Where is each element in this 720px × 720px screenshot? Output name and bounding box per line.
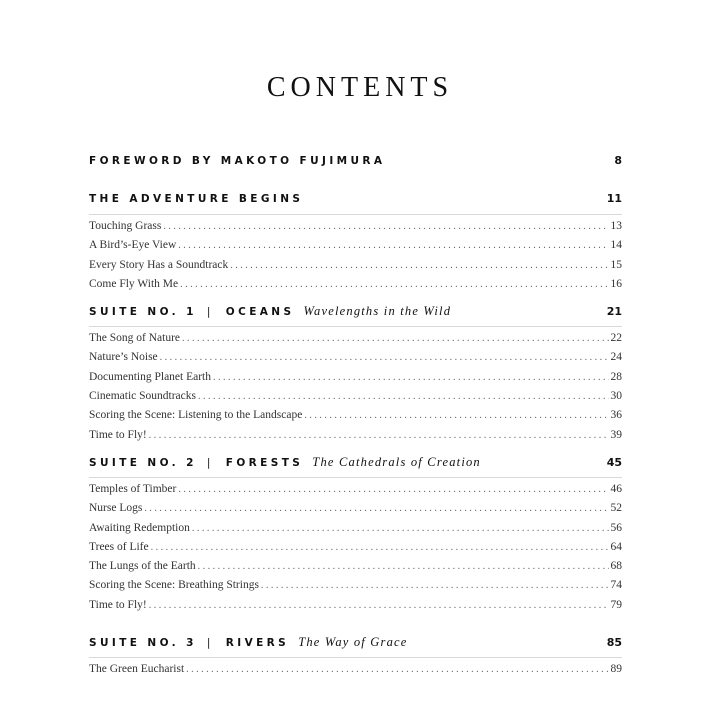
section-heading-adventure[interactable] bbox=[89, 188, 622, 210]
page-title: CONTENTS bbox=[266, 72, 454, 103]
toc-entry[interactable] bbox=[89, 387, 622, 406]
suite-topic: RIVERS bbox=[225, 637, 290, 650]
dot-leader bbox=[160, 348, 609, 367]
entry-title: Time to Fly! bbox=[89, 428, 147, 441]
section-page: 21 bbox=[606, 305, 622, 319]
toc-entry[interactable] bbox=[89, 406, 622, 425]
entry-page: 56 bbox=[610, 521, 622, 534]
entry-title: The Green Eucharist bbox=[89, 663, 185, 676]
toc-entry[interactable] bbox=[89, 236, 622, 255]
entry-title: Temples of Timber bbox=[89, 482, 177, 495]
entry-page: 24 bbox=[610, 351, 622, 364]
entry-title: Every Story Has a Soundtrack bbox=[89, 258, 229, 271]
suite-label: SUITE NO. 3 bbox=[89, 637, 197, 650]
toc-entry[interactable] bbox=[89, 660, 622, 679]
entry-page: 28 bbox=[610, 370, 622, 383]
dot-leader bbox=[230, 256, 608, 275]
dot-leader bbox=[163, 217, 608, 236]
dot-leader bbox=[192, 519, 609, 538]
toc-entry[interactable] bbox=[89, 426, 622, 445]
suite-subtitle: The Cathedrals of Creation bbox=[312, 454, 481, 469]
entry-title: A Bird’s-Eye View bbox=[89, 239, 177, 252]
foreword-title: FOREWORD BY MAKOTO FUJIMURA bbox=[89, 155, 386, 167]
entry-title: Scoring the Scene: Breathing Strings bbox=[89, 579, 259, 592]
entry-page: 22 bbox=[610, 332, 622, 345]
dot-leader bbox=[178, 236, 608, 255]
foreword-heading[interactable] bbox=[89, 150, 622, 172]
toc-entry[interactable] bbox=[89, 576, 622, 595]
dot-leader bbox=[180, 275, 608, 294]
table-of-contents bbox=[89, 150, 622, 679]
entry-title: Awaiting Redemption bbox=[89, 521, 190, 534]
dot-leader bbox=[198, 557, 609, 576]
dot-leader bbox=[304, 406, 608, 425]
dot-leader bbox=[186, 660, 608, 679]
entry-title: Documenting Planet Earth bbox=[89, 370, 211, 383]
entry-title: Come Fly With Me bbox=[89, 277, 179, 290]
entry-title: Cinematic Soundtracks bbox=[89, 390, 196, 403]
toc-entry[interactable] bbox=[89, 499, 622, 518]
suite-label: SUITE NO. 1 bbox=[89, 306, 197, 319]
toc-entry[interactable] bbox=[89, 256, 622, 275]
dot-leader bbox=[261, 576, 609, 595]
entry-title: Touching Grass bbox=[89, 220, 162, 232]
entry-page: 15 bbox=[610, 258, 622, 271]
section-page: 11 bbox=[606, 192, 622, 205]
toc-entry[interactable] bbox=[89, 596, 622, 615]
dot-leader bbox=[178, 480, 608, 499]
entry-page: 74 bbox=[610, 579, 622, 592]
section-heading-forests[interactable] bbox=[89, 451, 622, 473]
section-heading-rivers[interactable] bbox=[89, 631, 622, 653]
entry-page: 39 bbox=[610, 428, 622, 441]
entry-title: The Lungs of the Earth bbox=[89, 560, 196, 573]
toc-entry[interactable] bbox=[89, 538, 622, 557]
dot-leader bbox=[151, 538, 609, 557]
suite-subtitle: Wavelengths in the Wild bbox=[303, 304, 452, 319]
separator: | bbox=[206, 306, 214, 319]
entry-title: Time to Fly! bbox=[89, 598, 147, 611]
separator: | bbox=[206, 456, 214, 469]
entry-page: 52 bbox=[610, 502, 622, 515]
entry-title: Trees of Life bbox=[89, 540, 149, 553]
entry-page: 46 bbox=[610, 482, 622, 495]
entry-page: 89 bbox=[610, 663, 622, 676]
foreword-page: 8 bbox=[614, 154, 622, 167]
suite-subtitle: The Way of Grace bbox=[298, 635, 408, 650]
entry-title: Nurse Logs bbox=[89, 502, 143, 515]
toc-entry[interactable] bbox=[89, 368, 622, 387]
dot-leader bbox=[149, 596, 609, 615]
toc-entry[interactable] bbox=[89, 557, 622, 576]
divider bbox=[89, 326, 622, 327]
toc-entry[interactable] bbox=[89, 480, 622, 499]
toc-entry[interactable] bbox=[89, 348, 622, 367]
entry-page: 30 bbox=[610, 390, 622, 403]
suite-label: SUITE NO. 2 bbox=[89, 456, 197, 469]
entry-page: 79 bbox=[610, 598, 622, 611]
dot-leader bbox=[198, 387, 609, 406]
toc-entry[interactable] bbox=[89, 519, 622, 538]
section-page: 45 bbox=[606, 455, 622, 469]
separator: | bbox=[206, 637, 214, 650]
divider bbox=[89, 477, 622, 478]
section-title: THE ADVENTURE BEGINS bbox=[89, 193, 304, 205]
toc-entry[interactable] bbox=[89, 275, 622, 294]
entry-page: 68 bbox=[610, 560, 622, 573]
entry-page: 64 bbox=[610, 540, 622, 553]
entry-page: 36 bbox=[610, 409, 622, 422]
section-page: 85 bbox=[606, 636, 622, 650]
dot-leader bbox=[182, 329, 608, 348]
suite-topic: FORESTS bbox=[225, 456, 304, 469]
dot-leader bbox=[144, 499, 608, 518]
toc-entry[interactable] bbox=[89, 329, 622, 348]
dot-leader bbox=[213, 368, 609, 387]
entry-page: 16 bbox=[610, 277, 622, 290]
entry-title: The Song of Nature bbox=[89, 332, 181, 345]
entry-title: Nature’s Noise bbox=[89, 351, 158, 364]
dot-leader bbox=[149, 426, 609, 445]
entry-page: 13 bbox=[610, 220, 622, 232]
entry-page: 14 bbox=[610, 239, 622, 252]
divider bbox=[89, 214, 622, 215]
divider bbox=[89, 657, 622, 658]
suite-topic: OCEANS bbox=[225, 306, 295, 319]
entry-title: Scoring the Scene: Listening to the Landscape bbox=[89, 409, 303, 422]
section-heading-oceans[interactable] bbox=[89, 300, 622, 322]
toc-entry[interactable] bbox=[89, 217, 622, 236]
